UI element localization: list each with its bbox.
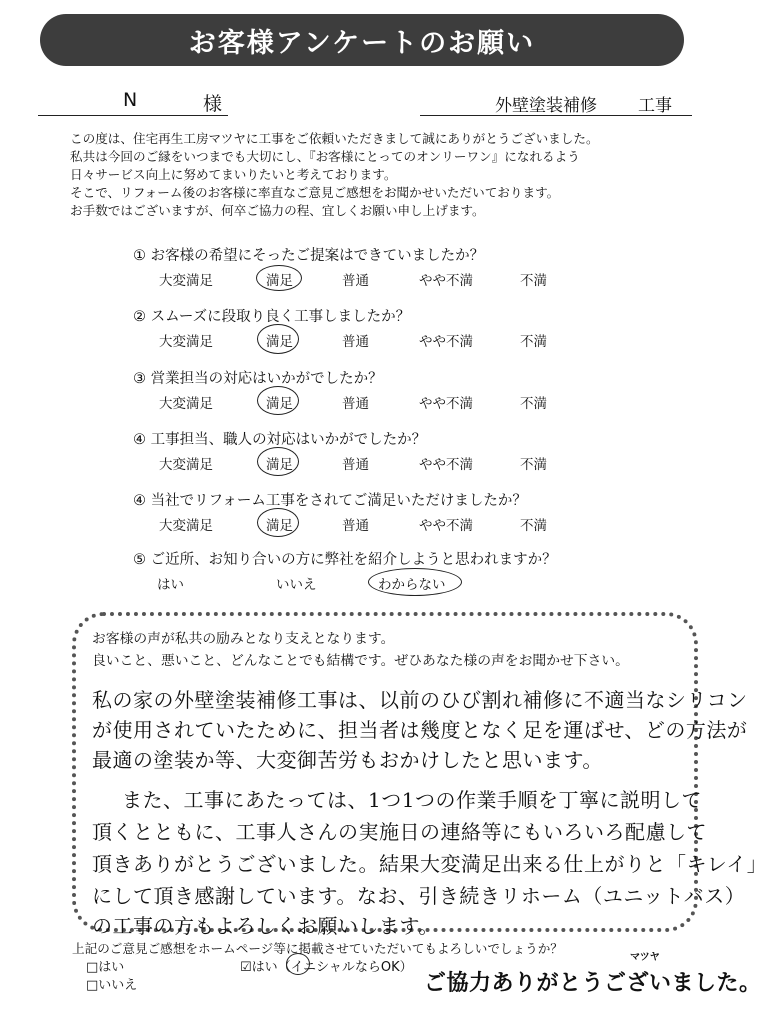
handwritten-line: が使用されていたために、担当者は幾度となく足を運ばせ、どの方法が [92,718,748,742]
option-satisfied[interactable]: 満足 [266,334,293,350]
question-text: ④ 工事担当、職人の対応はいかがでしたか？ [133,432,427,448]
intro-line: そこで、リフォーム後のお客様に率直なご意見ご感想をお聞かせいただいております。 [70,185,560,200]
option-neutral[interactable]: 普通 [342,396,369,412]
question-options [133,514,693,536]
option-dissatisfied[interactable]: 不満 [520,334,547,350]
handwritten-line: 頂くとともに、工事人さんの実施日の連絡等にもいろいろ配慮して [92,820,707,844]
question-options [133,330,693,352]
intro-line: お手数ではございますが、何卒ご協力の程、宜しくお願い申し上げます。 [70,203,485,218]
question-5 [133,489,693,536]
option-very-satisfied[interactable]: 大変満足 [159,518,213,534]
option-dissatisfied[interactable]: 不満 [520,457,547,473]
page-title: お客様アンケートのお願い [188,27,536,59]
customer-name: N [123,89,138,111]
option-no[interactable]: いいえ [276,577,317,593]
work-type-field [420,89,692,116]
handwritten-line: 頂きありがとうございました。結果大変満足出来る仕上がりと「キレイ」 [92,852,767,876]
handwritten-line: 最適の塗装か等、大変御苦労もおかけしたと思います。 [92,748,603,772]
question-1 [133,244,693,291]
customer-name-field [38,89,228,116]
permission-initials-checkbox[interactable] [240,956,413,975]
intro-text [70,130,680,220]
option-dissatisfied[interactable]: 不満 [520,396,547,412]
permission-initials-yes: ☑はい [240,960,278,975]
handwritten-line: の工事の方もよろしくお願いします。 [92,914,439,938]
option-neutral[interactable]: 普通 [342,518,369,534]
option-yes[interactable]: はい [157,577,184,593]
handwritten-line: また、工事にあたっては、1つ1つの作業手順を丁寧に説明して [122,788,702,812]
voice-heading [92,628,629,672]
selected-answer-circle [257,447,299,476]
thank-you-message: ご協力ありがとうございました。 [424,971,762,996]
option-satisfied[interactable]: 満足 [266,396,293,412]
question-4 [133,428,693,475]
intro-line: 私共は今回のご縁をいつまでも大切にし、『お客様にとってのオンリーワン』になれるよう [70,149,580,164]
selected-answer-circle [368,568,462,596]
question-options [133,392,693,414]
option-somewhat-dissatisfied[interactable]: やや不満 [419,273,473,289]
option-very-satisfied[interactable]: 大変満足 [159,396,213,412]
question-options [133,573,693,595]
question-3 [133,367,693,414]
survey-title-banner [40,14,684,66]
work-type: 外壁塗装補修 [495,96,597,116]
option-very-satisfied[interactable]: 大変満足 [159,334,213,350]
permission-question: 上記のご意見ご感想をホームページ等に掲載させていただいてもよろしいでしょうか？ [72,941,563,956]
question-text: ⑤ ご近所、お知り合いの方に弊社を紹介しようと思われますか？ [133,552,557,568]
option-satisfied[interactable]: 満足 [266,518,293,534]
question-options [133,453,693,475]
option-neutral[interactable]: 普通 [342,334,369,350]
option-neutral[interactable]: 普通 [342,457,369,473]
option-somewhat-dissatisfied[interactable]: やや不満 [419,518,473,534]
option-very-satisfied[interactable]: 大変満足 [159,273,213,289]
option-somewhat-dissatisfied[interactable]: やや不満 [419,334,473,350]
permission-initials-label: （イニシャルならOK） [277,960,413,975]
option-dissatisfied[interactable]: 不満 [520,273,547,289]
work-suffix: 工事 [638,96,672,116]
option-satisfied[interactable]: 満足 [266,457,293,473]
selected-answer-circle [257,508,299,537]
company-logo: マツヤ [630,952,660,963]
question-text: ② スムーズに段取り良く工事しましたか？ [133,309,411,325]
option-satisfied[interactable]: 満足 [266,273,293,289]
option-very-satisfied[interactable]: 大変満足 [159,457,213,473]
question-text: ④ 当社でリフォーム工事をされてご満足いただけましたか？ [133,493,527,509]
permission-yes-checkbox[interactable]: □はい [86,960,125,975]
option-neutral[interactable]: 普通 [342,273,369,289]
question-options [133,269,693,291]
permission-no-checkbox[interactable]: □いいえ [86,978,138,993]
question-text: ③ 営業担当の対応はいかがでしたか？ [133,371,383,387]
initials-circle [286,953,310,975]
option-dont-know[interactable]: わからない [378,577,446,593]
voice-heading-line: お客様の声が私共の励みとなり支えとなります。 [92,631,395,647]
intro-line: 日々サービス向上に努めてまいりたいと考えております。 [70,167,397,182]
option-somewhat-dissatisfied[interactable]: やや不満 [419,457,473,473]
question-6 [133,548,693,595]
handwritten-line: にして頂き感謝しています。なお、引き続きリホーム（ユニットバス） [92,884,746,908]
option-dissatisfied[interactable]: 不満 [520,518,547,534]
intro-line: この度は、住宅再生工房マツヤに工事をご依頼いただきまして誠にありがとうございました。 [70,131,599,146]
customer-honorific: 様 [203,93,223,115]
selected-answer-circle [256,265,302,291]
question-text: ① お客様の希望にそったご提案はできていましたか？ [133,248,485,264]
handwritten-line: 私の家の外壁塗装補修工事は、以前のひび割れ補修に不適当なシリコン [92,688,748,712]
selected-answer-circle [257,386,299,415]
option-somewhat-dissatisfied[interactable]: やや不満 [419,396,473,412]
voice-heading-line: 良いこと、悪いこと、どんなことでも結構です。ぜひあなた様の声をお聞かせ下さい。 [92,653,629,669]
selected-answer-circle [257,324,299,354]
question-2 [133,305,693,352]
